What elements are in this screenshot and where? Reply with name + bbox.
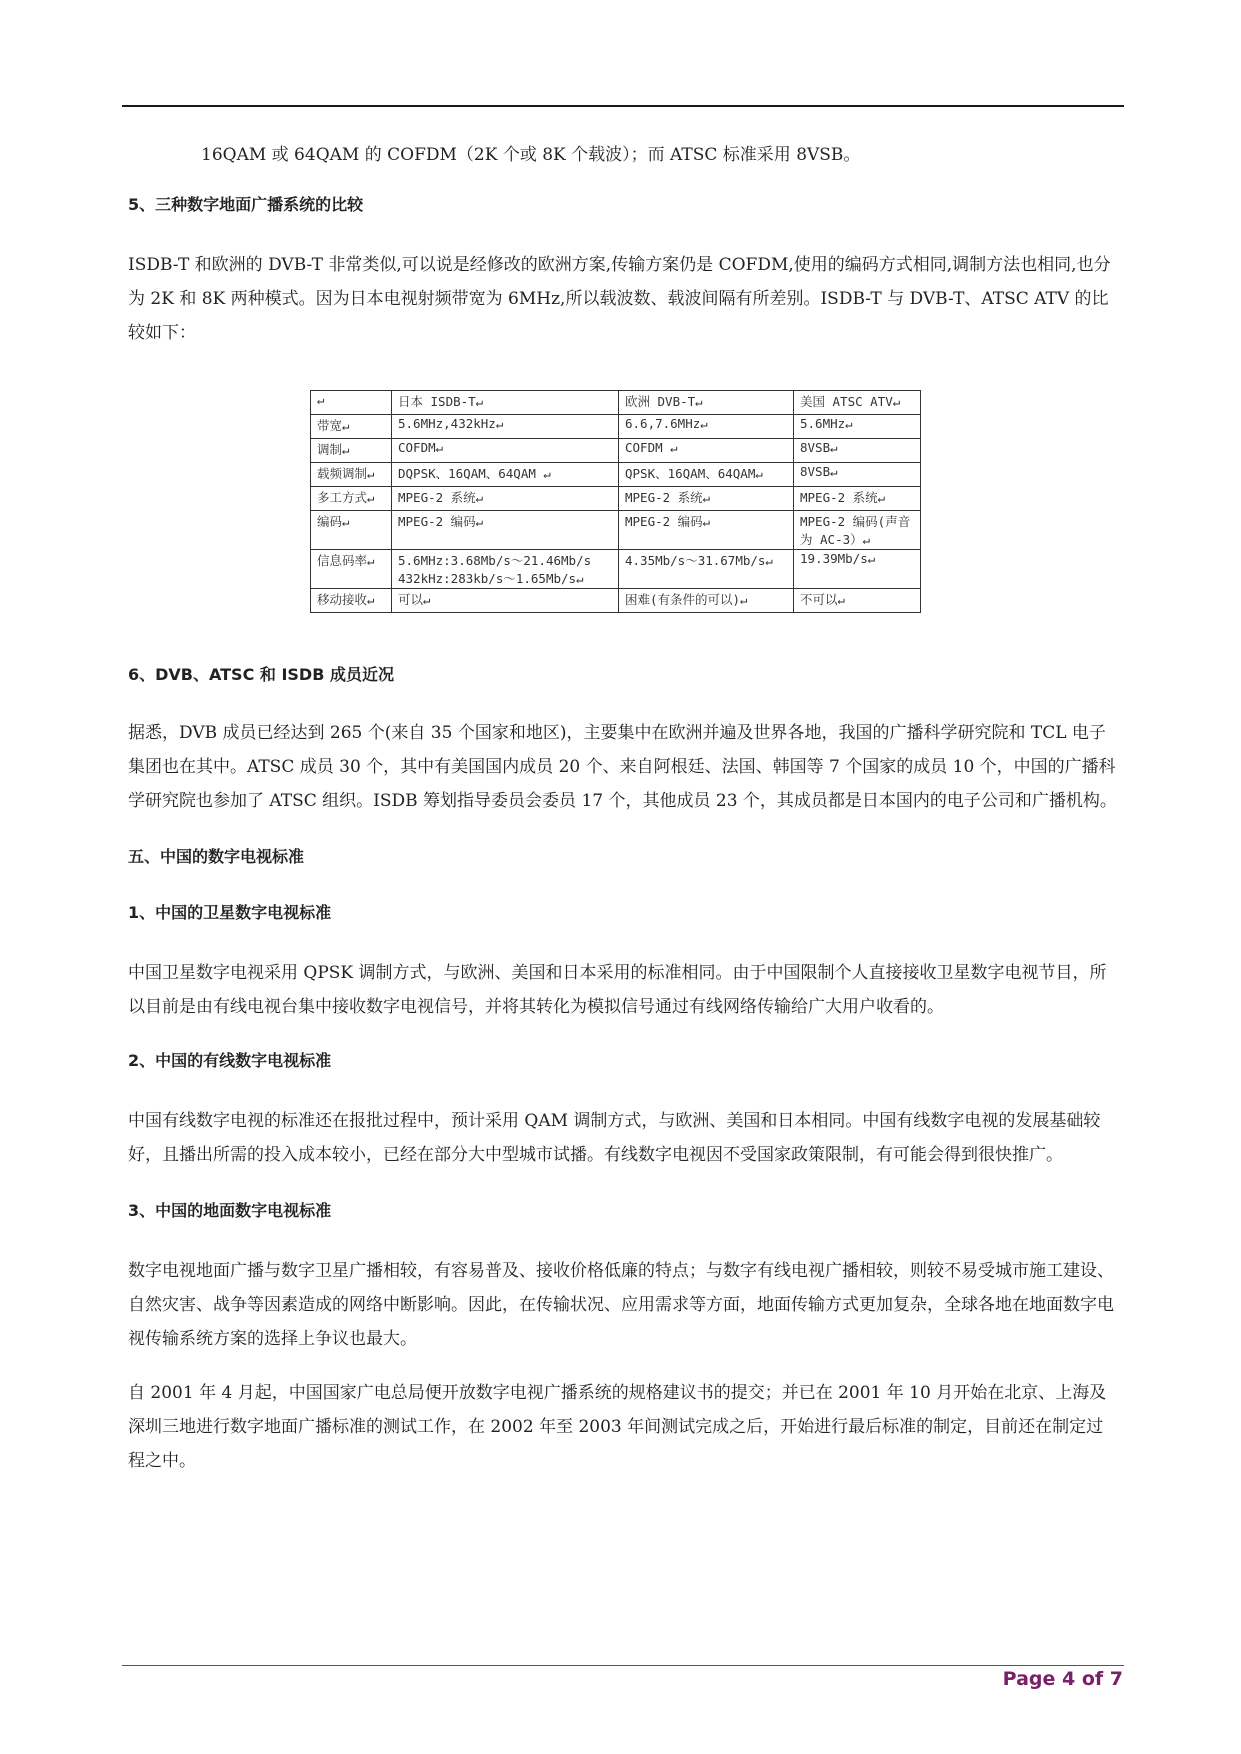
table-cell: MPEG-2 编码↵ [392,511,619,550]
section-heading-terrestrial: 3、中国的地面数字电视标准 [128,1201,332,1220]
table-cell: 可以↵ [392,589,619,613]
table-cell: MPEG-2 系统↵ [794,487,921,511]
table-cell: MPEG-2 编码↵ [619,511,794,550]
table-cell: 载频调制↵ [311,463,392,487]
table-row [311,487,921,511]
table-cell: DQPSK、16QAM、64QAM ↵ [392,463,619,487]
section-heading-5: 5、三种数字地面广播系统的比较 [128,195,364,214]
table-cell: 8VSB↵ [794,463,921,487]
table-cell: 编码↵ [311,511,392,550]
section-heading-cable: 2、中国的有线数字电视标准 [128,1051,332,1070]
table-cell: COFDM↵ [392,439,619,463]
table-cell: 6.6,7.6MHz↵ [619,415,794,439]
table-row [311,589,921,613]
page-number: Page 4 of 7 [1002,1668,1123,1690]
section-heading-6: 6、DVB、ATSC 和 ISDB 成员近况 [128,665,394,684]
table-cell: QPSK、16QAM、64QAM↵ [619,463,794,487]
section-heading-satellite: 1、中国的卫星数字电视标准 [128,903,332,922]
table-cell: 多工方式↵ [311,487,392,511]
paragraph-members: 据悉，DVB 成员已经达到 265 个(来自 35 个国家和地区)，主要集中在欧洲并遍及世界各地，我国的广播科学研究院和 TCL 电子集团也在其中。ATSC 成员 30 个，其中有美国国内成员 20 个、来自阿根廷、法国、韩国等 7 个国家的成员 10 个，中国的广播科学研究院也参加了 ATSC 组织。ISDB 筹划指导委员会委员 17 个，其他成员 23 个，其成员都是日本国内的电子公司和广播机构。 [128,723,1117,811]
table-cell: MPEG-2 编码(声音为 AC-3）↵ [794,511,921,550]
table-row [311,550,921,589]
page-content [128,138,1118,1478]
table-row [311,439,921,463]
table-cell: 19.39Mb/s↵ [794,550,921,589]
table-row [311,511,921,550]
table-header-row [311,391,921,415]
table-row [311,463,921,487]
paragraph-continuation: 16QAM 或 64QAM 的 COFDM（2K 个或 8K 个载波）；而 ATSC 标准采用 8VSB。 [201,145,861,165]
table-header-cell: 欧洲 DVB-T↵ [619,391,794,415]
table-cell: 困难(有条件的可以)↵ [619,589,794,613]
comparison-table-figure [310,390,921,613]
chapter-heading-five: 五、中国的数字电视标准 [128,847,305,866]
table-cell: 信息码率↵ [311,550,392,589]
table-cell: 移动接收↵ [311,589,392,613]
table-cell: COFDM ↵ [619,439,794,463]
table-cell: 8VSB↵ [794,439,921,463]
table-cell: 调制↵ [311,439,392,463]
table-header-cell: 美国 ATSC ATV↵ [794,391,921,415]
table-row [311,415,921,439]
paragraph-satellite: 中国卫星数字电视采用 QPSK 调制方式，与欧洲、美国和日本采用的标准相同。由于中国限制个人直接接收卫星数字电视节目，所以目前是由有线电视台集中接收数字电视信号，并将其转化为模拟信号通过有线网络传输给广大用户收看的。 [128,963,1107,1017]
paragraph-terrestrial-a: 数字电视地面广播与数字卫星广播相较，有容易普及、接收价格低廉的特点；与数字有线电视广播相较，则较不易受城市施工建设、自然灾害、战争等因素造成的网络中断影响。因此，在传输状况、应用需求等方面，地面传输方式更加复杂，全球各地在地面数字电视传输系统方案的选择上争议也最大。 [128,1261,1114,1349]
table-cell: 5.6MHz:3.68Mb/s～21.46Mb/s 432kHz:283kb/s～1.65Mb/s↵ [392,550,619,589]
table-cell: MPEG-2 系统↵ [619,487,794,511]
table-cell: MPEG-2 系统↵ [392,487,619,511]
table-cell: 5.6MHz↵ [794,415,921,439]
paragraph-terrestrial-b: 自 2001 年 4 月起，中国国家广电总局便开放数字电视广播系统的规格建议书的提交；并已在 2001 年 10 月开始在北京、上海及深圳三地进行数字地面广播标准的测试工作，在 2002 年至 2003 年间测试完成之后，开始进行最后标准的制定，目前还在制定过程之中。 [128,1383,1107,1471]
table-cell: 不可以↵ [794,589,921,613]
header-rule [122,105,1124,107]
table-header-cell: 日本 ISDB-T↵ [392,391,619,415]
table-cell: 带宽↵ [311,415,392,439]
paragraph-comparison-intro: ISDB-T 和欧洲的 DVB-T 非常类似,可以说是经修改的欧洲方案,传输方案仍是 COFDM,使用的编码方式相同,调制方法也相同,也分为 2K 和 8K 两种模式。因为日本电视射频带宽为 6MHz,所以载波数、载波间隔有所差别。ISDB-T 与 DVB-T、ATSC ATV 的比较如下： [128,255,1111,343]
table-header-cell: ↵ [311,391,392,415]
table-cell: 5.6MHz,432kHz↵ [392,415,619,439]
paragraph-cable: 中国有线数字电视的标准还在报批过程中，预计采用 QAM 调制方式，与欧洲、美国和日本相同。中国有线数字电视的发展基础较好，且播出所需的投入成本较小，已经在部分大中型城市试播。有线数字电视因不受国家政策限制，有可能会得到很快推广。 [128,1111,1101,1165]
footer-rule [122,1665,1124,1666]
comparison-table [310,390,921,613]
table-cell: 4.35Mb/s～31.67Mb/s↵ [619,550,794,589]
